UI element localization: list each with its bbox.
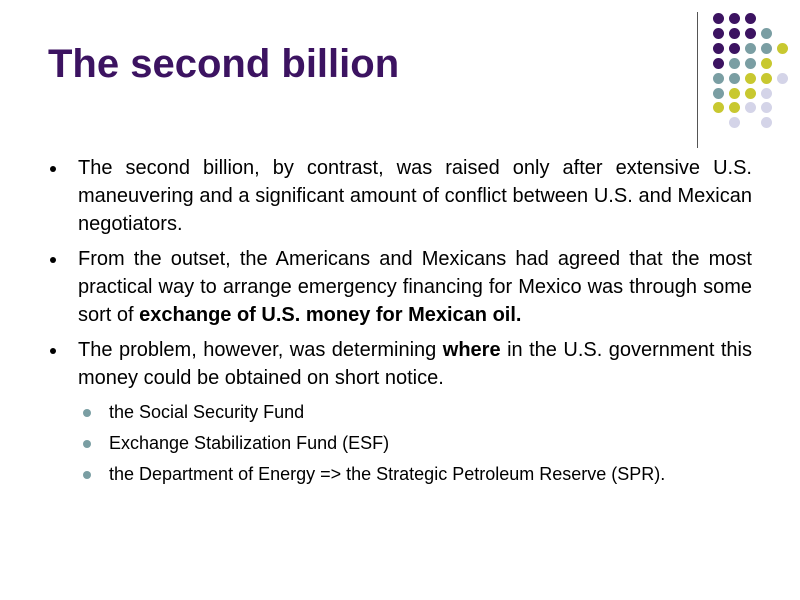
- decorative-dot: [713, 28, 724, 39]
- decorative-dot: [761, 43, 772, 54]
- decorative-dot: [745, 102, 756, 113]
- bullet-text: The problem, however, was determining: [78, 339, 443, 361]
- decorative-dot: [713, 102, 724, 113]
- decorative-dot: [745, 88, 756, 99]
- decorative-dot: [729, 13, 740, 24]
- decorative-dot: [713, 13, 724, 24]
- decorative-dot: [729, 43, 740, 54]
- bullet-text: The second billion, by contrast, was raised only after extensive U.S. maneuvering and a significant amount of conflict between U.S. and Mexican negotiators.: [78, 157, 752, 235]
- sub-bullet-item: [48, 430, 752, 457]
- decorative-dot: [745, 58, 756, 69]
- decorative-dot: [729, 73, 740, 84]
- sub-bullet-text: the Social Security Fund: [109, 402, 305, 422]
- decorative-divider: [697, 12, 698, 148]
- decorative-dot: [729, 117, 740, 128]
- decorative-dot: [729, 58, 740, 69]
- slide-title: The second billion: [48, 42, 400, 86]
- bullet-emphasis: exchange of U.S. money for Mexican oil.: [139, 304, 522, 326]
- sub-bullet-item: [48, 399, 752, 426]
- sub-bullet-icon: [83, 409, 91, 417]
- bullet-text: From the outset, the Americans and Mexicans had agreed that the most practical way to arrange emergency financing for Mexico was through some sort of: [78, 248, 752, 326]
- decorative-dot: [761, 28, 772, 39]
- decorative-dot: [713, 58, 724, 69]
- bullet-icon: [50, 257, 56, 263]
- bullet-emphasis: where: [442, 339, 501, 361]
- decorative-dot: [777, 43, 788, 54]
- decorative-dot: [761, 117, 772, 128]
- sub-bullet-icon: [83, 440, 91, 448]
- bullet-item: [48, 336, 752, 392]
- sub-bullet-text: Exchange Stabilization Fund (ESF): [109, 433, 390, 453]
- decorative-dot: [777, 73, 788, 84]
- decorative-dot: [745, 28, 756, 39]
- sub-bullet-text: the Department of Energy => the Strategic Petroleum Reserve (SPR).: [109, 464, 666, 484]
- sub-bullet-icon: [83, 471, 91, 479]
- decorative-dot: [713, 88, 724, 99]
- decorative-dot: [729, 88, 740, 99]
- decorative-dot: [729, 28, 740, 39]
- bullet-icon: [50, 166, 56, 172]
- decorative-dot: [761, 102, 772, 113]
- decorative-dot: [745, 73, 756, 84]
- bullet-icon: [50, 348, 56, 354]
- decorative-dot: [745, 13, 756, 24]
- decorative-dot: [713, 43, 724, 54]
- bullet-text: in the U.S. government this money could be obtained on short notice.: [78, 339, 752, 389]
- decorative-dot: [729, 102, 740, 113]
- decorative-dot: [761, 88, 772, 99]
- sub-bullet-item: [48, 461, 752, 488]
- decorative-dot: [745, 43, 756, 54]
- slide-body: [48, 154, 752, 492]
- bullet-item: [48, 154, 752, 238]
- decorative-dot: [761, 58, 772, 69]
- decorative-dot: [761, 73, 772, 84]
- decorative-dot: [713, 73, 724, 84]
- bullet-item: [48, 245, 752, 329]
